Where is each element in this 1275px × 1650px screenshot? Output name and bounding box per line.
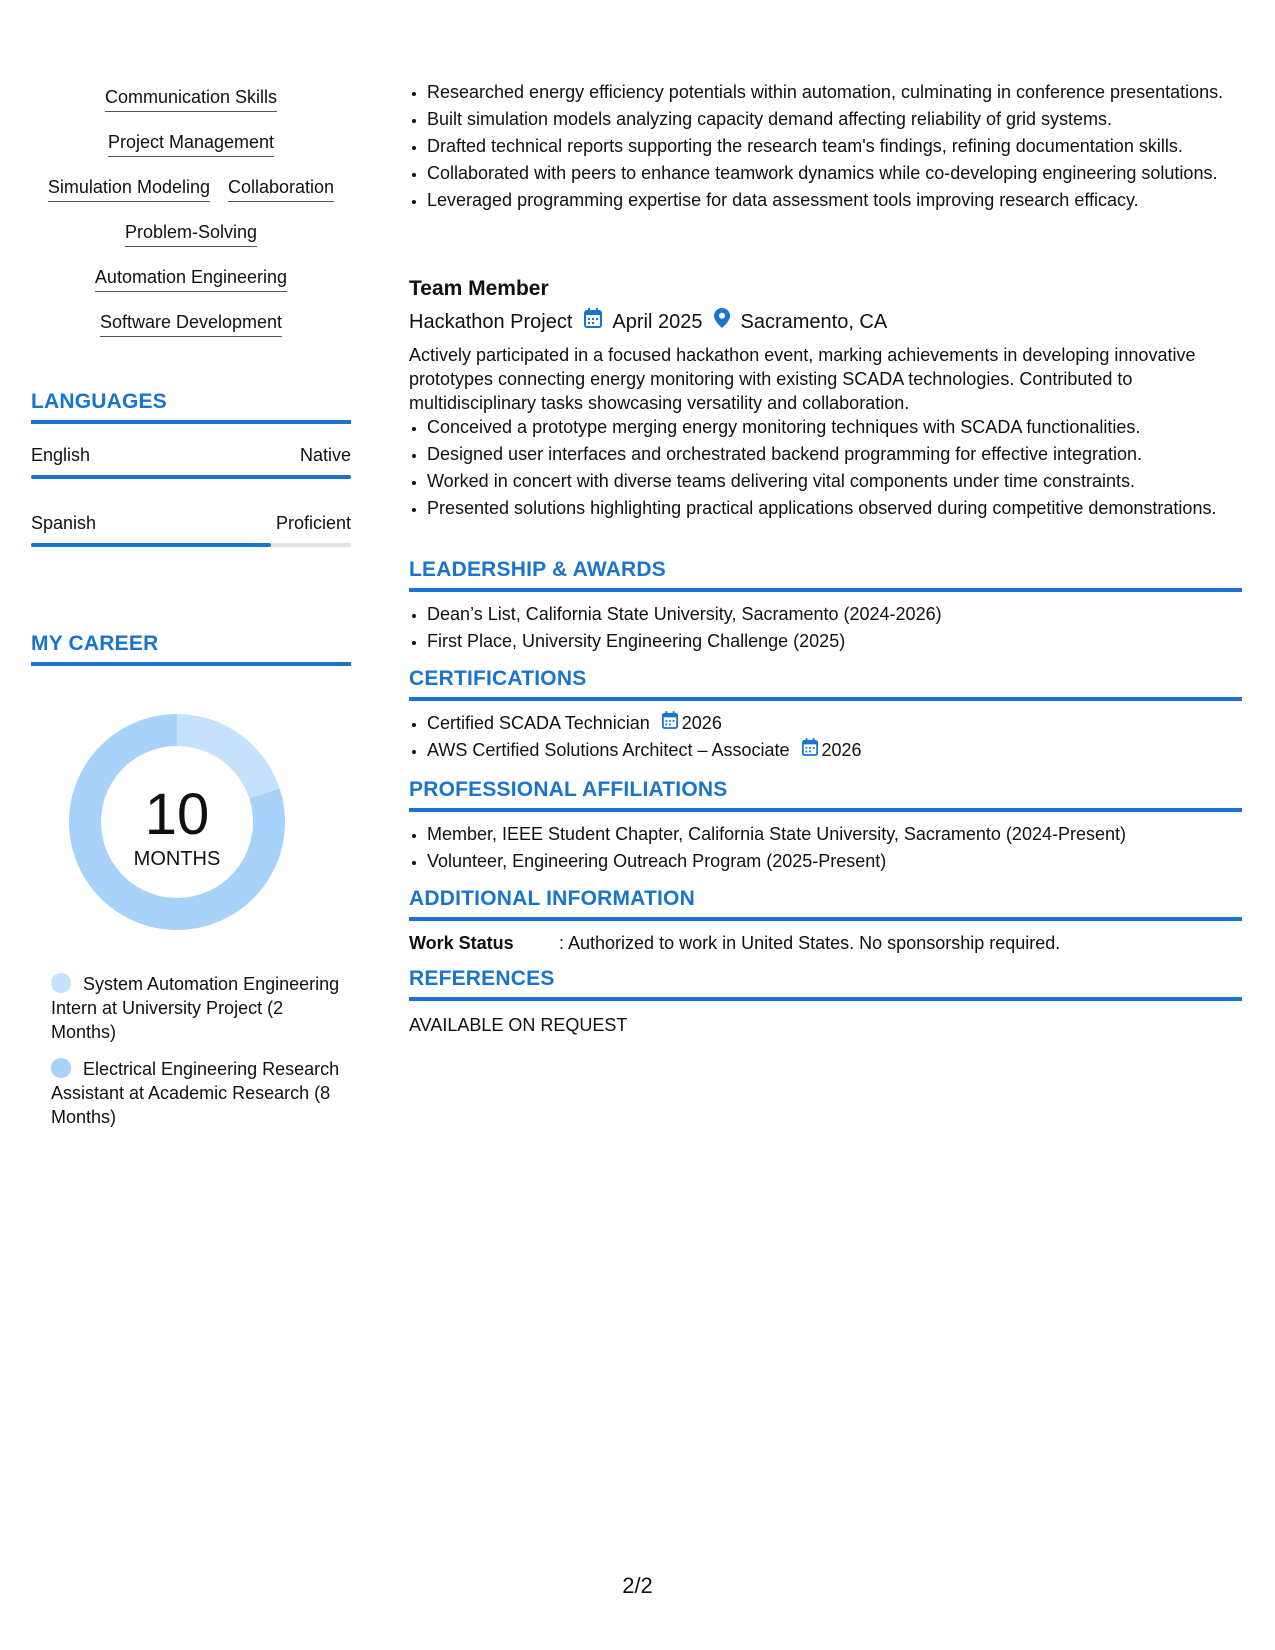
language-bar: [31, 475, 351, 479]
location-pin-icon: [714, 308, 730, 335]
leadership-section: [409, 558, 1242, 656]
experience-bullet: • Built simulation models analyzing capacity demand affecting reliability of grid systems.: [427, 107, 1242, 131]
career-legend: [51, 972, 341, 1142]
language-level: Native: [299, 445, 351, 465]
calendar-icon: [662, 711, 678, 735]
career-heading: MY CAREER: [31, 632, 351, 666]
references-heading: REFERENCES: [409, 967, 1242, 1001]
language-item: [31, 512, 351, 547]
job-title: Team Member: [409, 277, 549, 300]
job-meta: [409, 308, 1242, 335]
experience-bullets: [409, 80, 1242, 215]
legend-dot-icon: [51, 1058, 71, 1078]
legend-dot-icon: [51, 973, 71, 993]
page-number: 2/2: [622, 1573, 653, 1598]
additional-section: [409, 887, 1242, 955]
career-donut-chart: [65, 710, 289, 934]
languages-section: [31, 390, 351, 547]
skill-row: [31, 266, 351, 311]
skill-tag: Automation Engineering: [95, 266, 287, 292]
affiliation-item: • Member, IEEE Student Chapter, California State University, Sacramento (2024-Present): [427, 822, 1242, 846]
leadership-heading: LEADERSHIP & AWARDS: [409, 558, 1242, 592]
calendar-icon: [584, 308, 602, 335]
experience-bullet: • Leveraged programming expertise for data assessment tools improving research efficacy.: [427, 188, 1242, 212]
work-status-label: Work Status: [409, 933, 514, 953]
certification-name: • Certified SCADA Technician: [427, 713, 650, 733]
work-status-value: : Authorized to work in United States. No sponsorship required.: [559, 933, 1061, 953]
language-bar-fill: [31, 543, 271, 547]
career-legend-item: [51, 1057, 341, 1129]
skill-tag: Project Management: [108, 131, 274, 157]
references-text: AVAILABLE ON REQUEST: [409, 1015, 628, 1035]
certification-item: [427, 738, 1242, 762]
skill-tag: Problem-Solving: [125, 221, 257, 247]
career-total-unit: MONTHS: [133, 848, 221, 870]
work-status-row: [409, 931, 1242, 955]
job-bullet: • Worked in concert with diverse teams delivering vital components under time constraints.: [427, 469, 1242, 493]
job-bullet: • Conceived a prototype merging energy monitoring techniques with SCADA functionalities.: [427, 415, 1242, 439]
skill-row: [31, 86, 351, 131]
career-legend-item: [51, 972, 341, 1044]
skill-row: [31, 221, 351, 266]
skill-row: [31, 311, 351, 356]
affiliations-heading: PROFESSIONAL AFFILIATIONS: [409, 778, 1242, 812]
calendar-icon: [802, 738, 818, 762]
certification-year: 2026: [681, 713, 722, 733]
certifications-heading: CERTIFICATIONS: [409, 667, 1242, 701]
skill-tag: Communication Skills: [105, 86, 277, 112]
job-entry: [409, 276, 1242, 523]
language-bar: [31, 543, 351, 547]
skill-tag: Collaboration: [228, 176, 334, 202]
languages-heading: LANGUAGES: [31, 390, 351, 424]
language-bar-fill: [31, 475, 351, 479]
additional-heading: ADDITIONAL INFORMATION: [409, 887, 1242, 921]
donut-center: [65, 710, 289, 934]
language-item: [31, 444, 351, 479]
leadership-item: • First Place, University Engineering Challenge (2025): [427, 629, 1242, 653]
leadership-item: • Dean’s List, California State University, Sacramento (2024-2026): [427, 602, 1242, 626]
job-bullet: • Designed user interfaces and orchestrated backend programming for effective integration.: [427, 442, 1242, 466]
certification-name: • AWS Certified Solutions Architect – Associate: [427, 740, 790, 760]
affiliations-section: [409, 778, 1242, 876]
experience-bullet: • Collaborated with peers to enhance teamwork dynamics while co-developing engineering solutions.: [427, 161, 1242, 185]
skill-row: [31, 176, 351, 221]
job-date: April 2025: [612, 310, 703, 333]
language-name: English: [31, 445, 91, 465]
skill-tag: Software Development: [100, 311, 282, 337]
language-level: Proficient: [275, 513, 351, 533]
skill-row: [31, 131, 351, 176]
certification-item: [427, 711, 1242, 735]
references-section: [409, 967, 1242, 1037]
job-bullet: • Presented solutions highlighting practical applications observed during competitive demonstrations.: [427, 496, 1242, 520]
job-description: Actively participated in a focused hackathon event, marking achievements in developing innovative prototypes connecting energy monitoring with existing SCADA technologies. Contributed to multidisciplinary tasks showcasing versatility and collaboration.: [409, 345, 1196, 413]
job-location: Sacramento, CA: [740, 310, 888, 333]
skill-tag: Simulation Modeling: [48, 176, 210, 202]
career-section: [31, 632, 351, 1127]
skills-list: [31, 86, 351, 356]
career-total-months: 10: [144, 782, 210, 847]
job-company: Hackathon Project: [409, 310, 573, 333]
legend-text: System Automation Engineering Intern at University Project (2 Months): [51, 974, 340, 1042]
affiliation-item: • Volunteer, Engineering Outreach Program (2025-Present): [427, 849, 1242, 873]
certifications-section: [409, 667, 1242, 765]
language-name: Spanish: [31, 513, 97, 533]
experience-bullet: • Researched energy efficiency potentials within automation, culminating in conference presentations.: [427, 80, 1242, 104]
experience-bullet: • Drafted technical reports supporting the research team's findings, refining documentation skills.: [427, 134, 1242, 158]
certification-year: 2026: [821, 740, 862, 760]
legend-text: Electrical Engineering Research Assistant at Academic Research (8 Months): [51, 1059, 340, 1127]
